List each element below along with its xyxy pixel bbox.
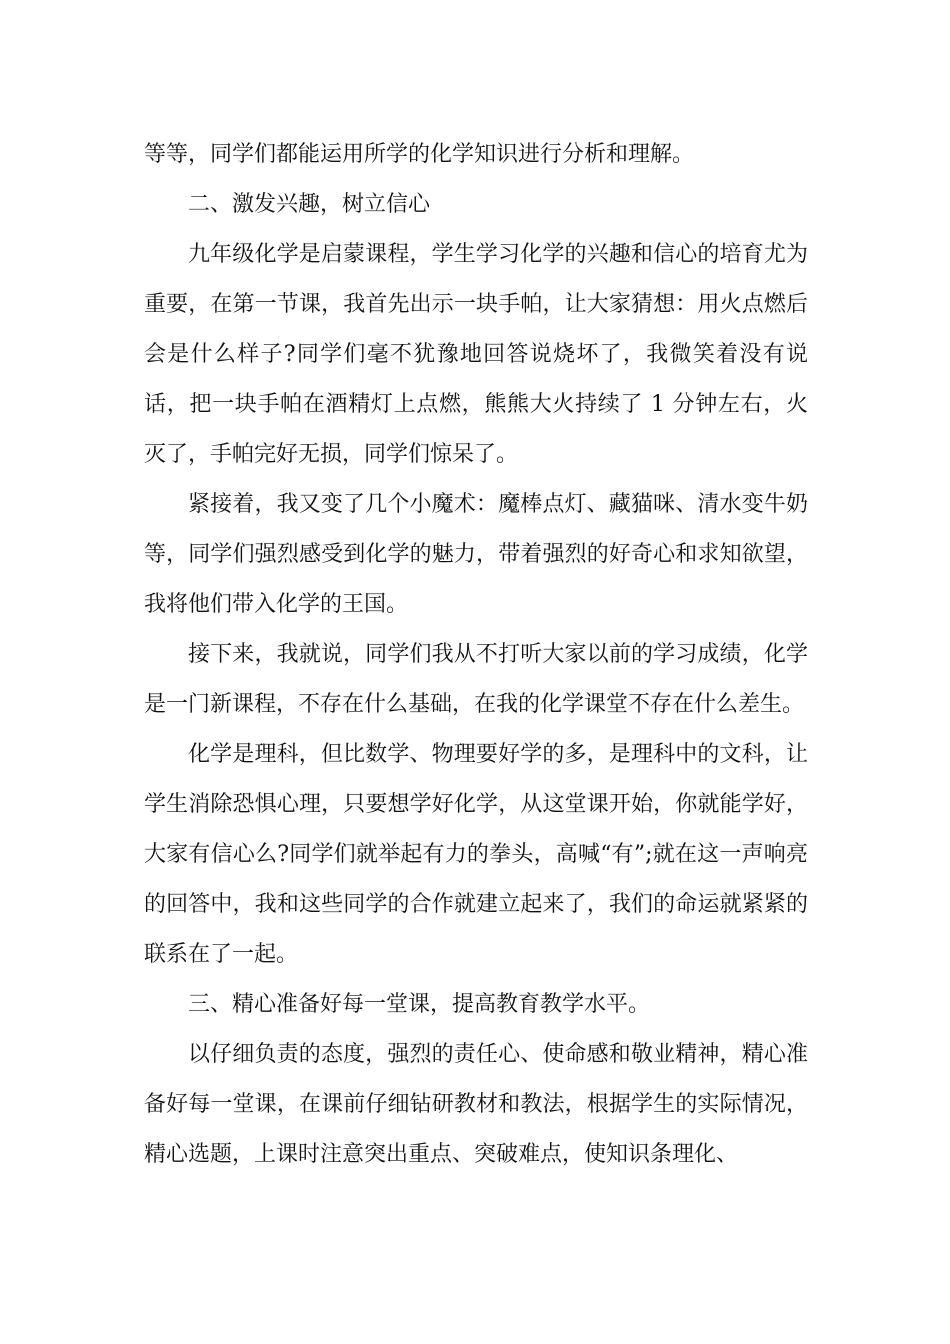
paragraph: 紧接着，我又变了几个小魔术：魔棒点灯、藏猫咪、清水变牛奶等，同学们强烈感受到化学的魅力，带着强烈的好奇心和求知欲望，我将他们带入化学的王国。 xyxy=(144,492,808,617)
paragraph: 九年级化学是启蒙课程，学生学习化学的兴趣和信心的培育尤为重要，在第一节课，我首先出示一块手帕，让大家猜想：用火点燃后会是什么样子?同学们毫不犹豫地回答说烧坏了，我微笑着没有说话，把一块手帕在酒精灯上点燃，熊熊大火持续了 1 分钟左右，火灭了，手帕完好无损，同学们惊呆了。 xyxy=(144,242,808,467)
section-heading-2: 二、激发兴趣，树立信心 xyxy=(188,192,431,217)
paragraph: 化学是理科，但比数学、物理要好学的多，是理科中的文科，让学生消除恐惧心理，只要想学好化学，从这堂课开始，你就能学好，大家有信心么?同学们就举起有力的拳头，高喊“有”;就在这一声响亮的回答中，我和这些同学的合作就建立起来了，我们的命运就紧紧的联系在了一起。 xyxy=(144,742,808,967)
document-body xyxy=(144,130,808,1180)
paragraph-continuation: 等等，同学们都能运用所学的化学知识进行分析和理解。 xyxy=(144,142,695,167)
paragraph: 以仔细负责的态度，强烈的责任心、使命感和敬业精神，精心准备好每一堂课，在课前仔细钻研教材和教法，根据学生的实际情况，精心选题，上课时注意突出重点、突破难点，使知识条理化、 xyxy=(144,1042,808,1167)
section-heading-3: 三、精心准备好每一堂课，提高教育教学水平。 xyxy=(188,992,651,1017)
paragraph: 接下来，我就说，同学们我从不打听大家以前的学习成绩，化学是一门新课程，不存在什么基础，在我的化学课堂不存在什么差生。 xyxy=(144,642,808,717)
